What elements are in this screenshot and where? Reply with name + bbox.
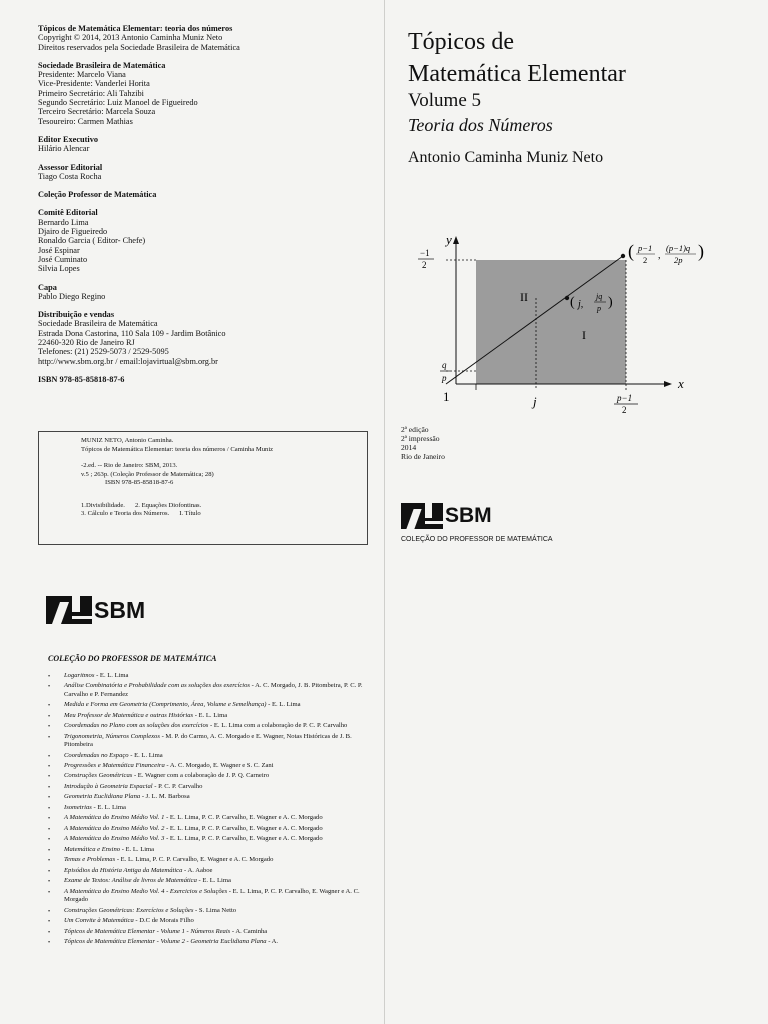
- book-title: Um Convite à Matemática: [64, 917, 134, 925]
- book-title: Matemática e Ensino: [64, 845, 121, 853]
- committee-member: Silvia Lopes: [38, 264, 80, 274]
- catalog-author: MUNIZ NETO, Antonio Caminha.: [81, 437, 174, 444]
- book-list-item: [48, 888, 368, 905]
- book-title: A Matemática do Ensino Médio Vol. 1: [64, 814, 165, 822]
- x-axis-arrow: [664, 381, 672, 387]
- cover-block: [38, 283, 368, 302]
- book-list-item: [48, 682, 368, 699]
- book-title: Isometrias: [64, 803, 92, 811]
- edition-line: 2014: [401, 443, 417, 452]
- edition-line: Rio de Janeiro: [401, 452, 445, 461]
- book-list-item: [48, 712, 368, 720]
- society-member: Terceiro Secretário: Marcela Souza: [38, 107, 156, 117]
- book-title: Tópicos de Matemática Elementar - Volume 1 - Números Reais: [64, 927, 231, 935]
- book-list-item: [48, 752, 368, 760]
- book-list-item: [48, 917, 368, 925]
- book-title: Construções Geométricas: Exercícios e Soluções: [64, 906, 194, 914]
- corner-denominator-2: 2p: [674, 255, 683, 265]
- catalog-title: Tópicos de Matemática Elementar: teoria dos números / Caminha Muniz: [81, 445, 274, 453]
- sbm-logo-text: SBM: [445, 504, 492, 527]
- paren: (: [628, 241, 634, 261]
- sbm-logo-right: [401, 503, 492, 529]
- book-subtitle: Teoria dos Números: [408, 115, 553, 135]
- book-author: - E. L. Lima: [196, 877, 231, 885]
- book-author: Antonio Caminha Muniz Neto: [408, 149, 604, 166]
- lattice-point: [565, 296, 569, 300]
- point-label-denominator: p: [597, 304, 601, 313]
- book-list-item: [48, 772, 368, 780]
- region-label-two: II: [520, 290, 528, 304]
- book-author: - E. L. Lima: [128, 751, 163, 759]
- volume-label: Volume 5: [408, 90, 482, 111]
- book-author: - E. L. Lima: [91, 803, 126, 811]
- rights-line: Direitos reservados pela Sociedade Brasileira de Matemática: [38, 42, 240, 52]
- book-author: - E. L. Lima, P. C. P. Carvalho, E. Wagner e A. C. Morgado: [164, 835, 323, 843]
- copyright-page: [38, 24, 368, 393]
- book-title: Análise Combinatória e Probabilidade com as soluções dos exercícios: [64, 682, 250, 690]
- book-title: Introdução à Geometria Espacial: [64, 782, 153, 790]
- committee-member: Djairo de Figueiredo: [38, 227, 108, 237]
- collection-block: [38, 190, 368, 199]
- book-title: A Matemática do Ensino Medio Vol. 4 - Exercicios e Soluções: [64, 887, 228, 895]
- copyright-line: Copyright © 2014, 2013 Antonio Caminha Muniz Neto: [38, 33, 223, 43]
- book-author: - M. P. do Carmo, A. C. Morgado e E. Wagner, Notas Históricas de J. B. Pitombeira: [64, 732, 352, 749]
- book-list-item: [48, 783, 368, 791]
- catalog-subjects-2: [81, 510, 367, 519]
- committee-heading: Comitê Editorial: [38, 208, 98, 218]
- book-author: - S. Lima Netto: [193, 906, 237, 914]
- society-heading: Sociedade Brasileira de Matemática: [38, 60, 166, 70]
- cover-heading: Capa: [38, 282, 57, 292]
- paren: ): [608, 295, 613, 310]
- edition-block: [401, 425, 445, 461]
- committee-member: José Espinar: [38, 245, 80, 255]
- corner-point: [621, 254, 625, 258]
- committee-member: Bernardo Lima: [38, 217, 89, 227]
- assessor-name: Tiago Costa Rocha: [38, 171, 102, 181]
- book-author: - A. C. Morgado, E. Wagner e S. C. Zani: [164, 761, 274, 769]
- book-title: Exame de Textos: Análise de livros de Matemática: [64, 877, 197, 885]
- catalog-isbn: ISBN 978-85-85818-87-6: [105, 479, 174, 486]
- society-member: Primeiro Secretário: Ali Tahzibi: [38, 88, 144, 98]
- book-title: A Matemática do Ensino Médio Vol. 2: [64, 824, 165, 832]
- x-end-denominator: 2: [622, 405, 627, 415]
- society-member: Presidente: Marcelo Viana: [38, 70, 126, 80]
- society-member: Vice-Presidente: Vanderlei Horita: [38, 79, 150, 89]
- distribution-line: Telefones: (21) 2529-5073 / 2529-5095: [38, 347, 169, 357]
- catalog-edition: -2.ed. -- Rio de Janeiro: SBM, 2013.: [81, 462, 178, 469]
- catalog-card: [38, 431, 368, 545]
- society-member: Segundo Secretário: Luiz Manoel de Figueiredo: [38, 98, 198, 108]
- book-author: - D.C de Morais Filho: [133, 917, 194, 925]
- comma: ,: [658, 250, 661, 261]
- society-block: [38, 61, 368, 126]
- book-title: Coordenadas no Espaço: [64, 751, 129, 759]
- book-title: Meu Professor de Matemática e outras Histórias: [64, 711, 194, 719]
- corner-numerator-2: (p−1)q: [666, 243, 691, 253]
- book-list-item: [48, 804, 368, 812]
- distribution-block: [38, 310, 368, 366]
- book-list-item: [48, 722, 368, 730]
- book-list-item: [48, 814, 368, 822]
- book-author: - E. L. Lima, P. C. P. Carvalho, E. Wagner e A. C. Morgado: [64, 887, 360, 904]
- book-title: Temas e Problemas: [64, 856, 116, 864]
- book-list-item: [48, 701, 368, 709]
- x-axis-label: x: [678, 376, 684, 391]
- point-label-j: j,: [578, 299, 584, 310]
- book-title: Trigonometria, Números Complexos: [64, 732, 160, 740]
- book-list-item: [48, 907, 368, 915]
- book-list-item: [48, 877, 368, 885]
- isbn-block: [38, 375, 368, 384]
- paren: ): [698, 241, 704, 261]
- book-title-line-1: Tópicos de: [408, 29, 514, 55]
- catalog-series: v.5 ; 263p. (Coleção Professor de Matemática; 28): [81, 470, 214, 478]
- book-author: - P. C. P. Carvalho: [152, 782, 203, 790]
- book-author: - E. L. Lima: [120, 845, 155, 853]
- assessor-block: [38, 163, 368, 182]
- book-list-item: [48, 835, 368, 843]
- y-axis-label: y: [446, 232, 452, 247]
- shaded-rectangle: [476, 260, 626, 384]
- book-title: Episódios da História Antiga da Matemática: [64, 866, 183, 874]
- catalog-subject: I. Título: [179, 510, 201, 517]
- book-list-item: [48, 793, 368, 801]
- paren: (: [570, 295, 575, 310]
- book-author: - E. L. Lima: [266, 701, 301, 709]
- y-top-denominator: 2: [422, 260, 427, 270]
- committee-member: José Cuminato: [38, 254, 88, 264]
- collection-title: COLEÇÃO DO PROFESSOR DE MATEMÁTICA: [48, 654, 217, 663]
- book-list-item: [48, 846, 368, 854]
- book-author: - A. C. Morgado, J. B. Pitombeira, P. C. P. Carvalho e P. Fernandez: [64, 682, 363, 698]
- book-author: - E. L. Lima, P. C. P. Carvalho, E. Wagner e A. C. Morgado: [164, 824, 323, 832]
- isbn: ISBN 978-85-85818-87-6: [38, 374, 125, 384]
- sbm-logo-icon: [46, 596, 92, 624]
- book-title: Progressões e Matemática Financeira: [64, 761, 165, 769]
- book-list-item: [48, 938, 368, 946]
- catalog-subject: 1.Divisibilidade.: [81, 501, 125, 509]
- x-end-numerator: p−1: [617, 393, 633, 403]
- book-title-line-2: Matemática Elementar: [408, 61, 626, 87]
- editor-name: Hilário Alencar: [38, 144, 90, 154]
- book-author: - E. L. Lima: [193, 711, 228, 719]
- book-author: - E. L. Lima, P. C. P. Carvalho, E. Wagner e A. C. Morgado: [164, 814, 323, 822]
- y-axis-arrow: [453, 236, 459, 244]
- book-list-item: [48, 928, 368, 936]
- point-label-numerator: jq: [596, 292, 603, 301]
- y-low-numerator: q: [442, 360, 447, 370]
- cover-name: Pablo Diego Regino: [38, 291, 106, 301]
- catalog-subjects-1: [81, 502, 367, 511]
- book-title: Geometria Euclidiana Plana: [64, 793, 141, 801]
- society-member: Tesoureiro: Carmen Mathias: [38, 116, 133, 126]
- region-label-one: I: [582, 328, 586, 342]
- book-author: - E. L. Lima com a colaboração de P. C. P. Carvalho: [208, 722, 348, 730]
- editor-heading: Editor Executivo: [38, 134, 98, 144]
- book-author: - A.: [266, 938, 279, 946]
- distribution-heading: Distribuição e vendas: [38, 310, 115, 320]
- book-list-item: [48, 672, 368, 680]
- sbm-logo-left: [46, 596, 145, 624]
- book-author: - A. Aaboe: [182, 866, 213, 874]
- distribution-line: 22460-320 Rio de Janeiro RJ: [38, 338, 135, 348]
- distribution-line: Sociedade Brasileira de Matemática: [38, 319, 158, 329]
- book-title: Logaritmos: [64, 672, 95, 679]
- committee-member: Ronaldo Garcia ( Editor- Chefe): [38, 236, 146, 246]
- sbm-logo-text: SBM: [94, 596, 146, 623]
- page-divider: [384, 0, 385, 1024]
- committee-block: [38, 208, 368, 273]
- book-title: Coordenadas no Plano com as soluções dos exercícios: [64, 722, 209, 730]
- book-title: Medida e Forma em Geometria (Comprimento, Área, Volume e Semelhança): [64, 701, 267, 709]
- book-list-item: [48, 867, 368, 875]
- lattice-figure: [410, 228, 710, 428]
- book-author: - E. Wagner com a colaboração de J. P. Q. Carneiro: [132, 772, 270, 780]
- book-author: - E. L. Lima, P. C. P. Carvalho, E. Wagner e A. C. Morgado: [115, 856, 274, 864]
- book-title: Construções Geométricas: [64, 772, 133, 780]
- book-list: [48, 672, 368, 949]
- edition-line: 2ª edição: [401, 425, 429, 434]
- book-title: A Matemática do Ensino Médio Vol. 3: [64, 835, 165, 843]
- book-list-item: [48, 825, 368, 833]
- catalog-subject: 3. Cálculo e Teoria dos Números.: [81, 510, 170, 517]
- y-low-denominator: p: [442, 373, 447, 383]
- distribution-line: http://www.sbm.org.br / email:lojavirtual@sbm.org.br: [38, 356, 218, 366]
- collection-heading: Coleção Professor de Matemática: [38, 190, 157, 200]
- book-list-item: [48, 856, 368, 864]
- corner-numerator-1: p−1: [638, 243, 653, 253]
- x-tick-j: j: [533, 394, 537, 409]
- catalog-subject: 2. Equações Diofontinas.: [134, 501, 202, 509]
- book-title: Tópicos de Matemática Elementar - Volume 2 - Geometria Euclidiana Plana: [64, 938, 267, 946]
- copyright-block: [38, 24, 368, 52]
- collection-brand: COLEÇÃO DO PROFESSOR DE MATEMÁTICA: [401, 536, 553, 543]
- y-top-numerator: −1: [420, 248, 430, 258]
- distribution-line: Estrada Dona Castorina, 110 Sala 109 - Jardim Botânico: [38, 328, 226, 338]
- book-author: - J. L. M. Barbosa: [140, 793, 190, 801]
- corner-denominator-1: 2: [643, 255, 648, 265]
- x-tick-one: 1: [443, 389, 450, 404]
- editor-block: [38, 135, 368, 154]
- book-list-item: [48, 733, 368, 750]
- edition-line: 2ª impressão: [401, 434, 440, 443]
- book-author: - E. L. Lima: [94, 672, 129, 679]
- sbm-logo-icon: [401, 503, 443, 529]
- book-list-item: [48, 762, 368, 770]
- book-author: - A. Caminha: [230, 927, 268, 935]
- book-title-line: Tópicos de Matemática Elementar: teoria dos números: [38, 24, 233, 33]
- assessor-heading: Assessor Editorial: [38, 162, 103, 172]
